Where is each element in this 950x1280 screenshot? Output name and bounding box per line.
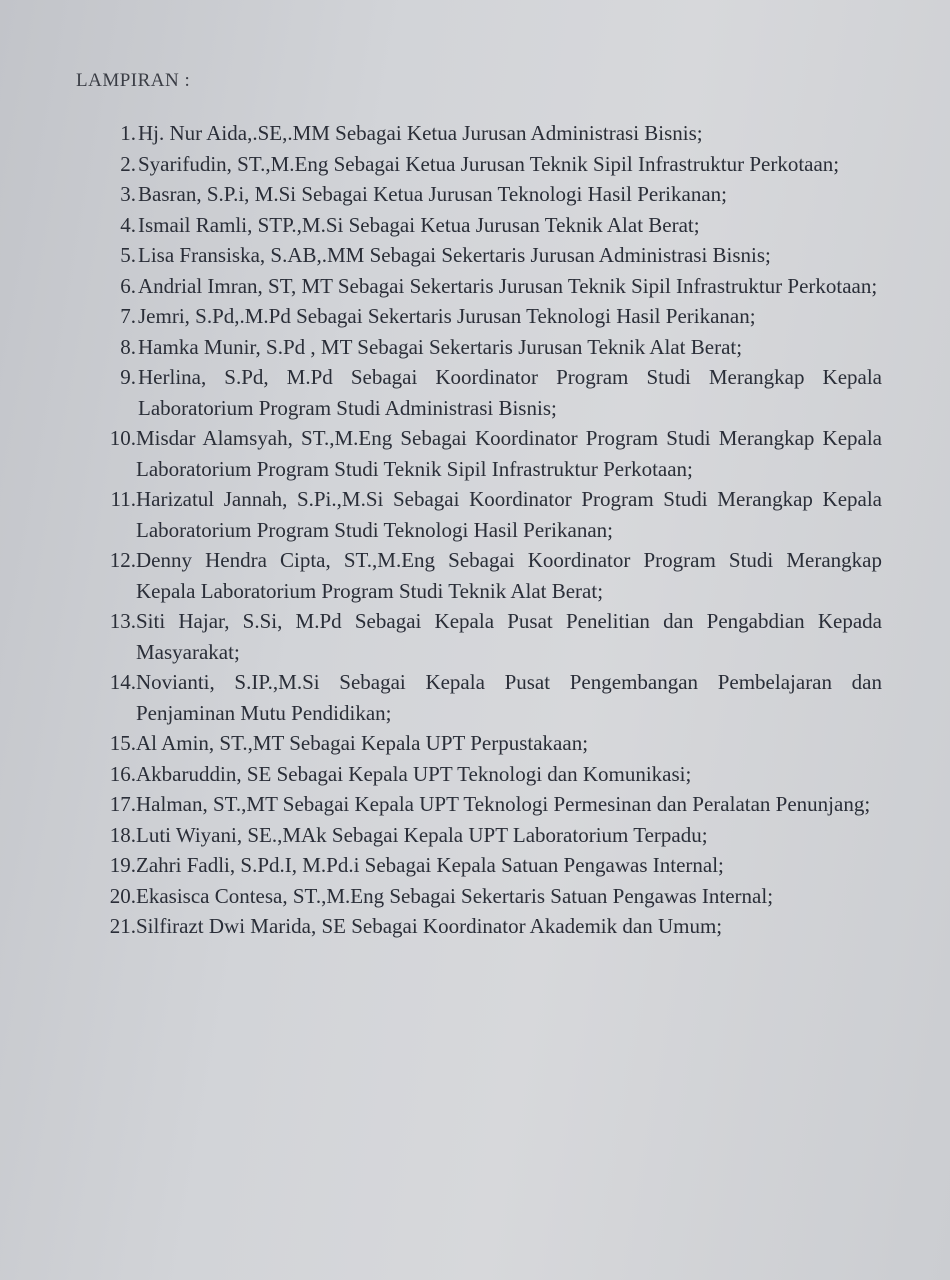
list-item-number: 11. (110, 487, 136, 511)
list-item-text: Basran, S.P.i, M.Si Sebagai Ketua Jurusan Teknologi Hasil Perikanan; (138, 182, 727, 206)
list-item (96, 728, 882, 759)
list-item-number: 21. (109, 914, 136, 938)
list-item (96, 210, 882, 241)
list-item-number: 18. (109, 822, 136, 847)
list-item (96, 301, 882, 332)
list-item-text: Ekasisca Contesa, ST.,M.Eng Sebagai Sekertaris Satuan Pengawas Internal; (136, 883, 774, 908)
list-item (96, 179, 882, 210)
list-item (96, 667, 882, 728)
list-item (96, 881, 882, 912)
list-item-text: Syarifudin, ST.,M.Eng Sebagai Ketua Jurusan Teknik Sipil Infrastruktur Perkotaan; (138, 151, 840, 176)
list-item-number: 2. (120, 151, 136, 176)
list-item-text: Halman, ST.,MT Sebagai Kepala UPT Teknologi Permesinan dan Peralatan Penunjang; (136, 792, 871, 816)
list-item (96, 820, 882, 851)
list-item-number: 12. (109, 548, 136, 572)
list-item (96, 240, 882, 271)
list-item-number: 10. (109, 426, 136, 450)
list-item (96, 332, 882, 363)
list-item-text: Hamka Munir, S.Pd , MT Sebagai Sekertaris Jurusan Teknik Alat Berat; (138, 334, 743, 359)
list-item (96, 423, 882, 484)
list-item-number: 9. (120, 365, 136, 389)
list-item-text: Hj. Nur Aida,.SE,.MM Sebagai Ketua Jurusan Administrasi Bisnis; (138, 121, 703, 145)
list-item (96, 484, 882, 545)
list-item-text: Jemri, S.Pd,.M.Pd Sebagai Sekertaris Jurusan Teknologi Hasil Perikanan; (138, 304, 756, 328)
list-item (96, 606, 882, 667)
list-item-number: 14. (109, 670, 136, 694)
list-item (96, 149, 882, 180)
list-item-number: 8. (120, 334, 136, 359)
list-item-number: 13. (109, 609, 136, 633)
list-item (96, 118, 882, 149)
list-item-number: 4. (120, 212, 136, 237)
list-item-text: Andrial Imran, ST, MT Sebagai Sekertaris Jurusan Teknik Sipil Infrastruktur Perkotaan; (138, 273, 878, 298)
list-item-number: 16. (109, 761, 136, 786)
list-item (96, 789, 882, 820)
list-item-number: 1. (120, 121, 136, 145)
list-item-text: Herlina, S.Pd, M.Pd Sebagai Koordinator Program Studi Merangkap Kepala Laboratorium Program Studi Administrasi Bisnis; (138, 365, 882, 420)
list-item-text: Harizatul Jannah, S.Pi.,M.Si Sebagai Koordinator Program Studi Merangkap Kepala Laboratorium Program Studi Teknologi Hasil Perikanan; (136, 487, 882, 542)
list-item (96, 545, 882, 606)
list-item-number: 3. (120, 182, 136, 206)
list-item-text: Denny Hendra Cipta, ST.,M.Eng Sebagai Koordinator Program Studi Merangkap Kepala Laboratorium Program Studi Teknik Alat Berat; (136, 548, 882, 603)
list-item-text: Zahri Fadli, S.Pd.I, M.Pd.i Sebagai Kepala Satuan Pengawas Internal; (136, 853, 724, 877)
list-item-text: Ismail Ramli, STP.,M.Si Sebagai Ketua Jurusan Teknik Alat Berat; (138, 212, 700, 237)
list-item (96, 271, 882, 302)
appointee-list (96, 118, 882, 942)
list-item-text: Luti Wiyani, SE.,MAk Sebagai Kepala UPT Laboratorium Terpadu; (136, 822, 708, 847)
list-item-number: 6. (120, 273, 136, 298)
list-item-text: Akbaruddin, SE Sebagai Kepala UPT Teknologi dan Komunikasi; (136, 761, 692, 786)
list-item-text: Siti Hajar, S.Si, M.Pd Sebagai Kepala Pusat Penelitian dan Pengabdian Kepada Masyarakat; (136, 609, 882, 664)
list-item-number: 5. (120, 243, 136, 267)
list-item (96, 911, 882, 942)
list-item-text: Novianti, S.IP.,M.Si Sebagai Kepala Pusat Pengembangan Pembelajaran dan Penjaminan Mutu Pendidikan; (136, 670, 882, 725)
list-item (96, 362, 882, 423)
list-item-number: 17. (109, 792, 136, 816)
list-item-number: 7. (120, 304, 136, 328)
list-item-text: Al Amin, ST.,MT Sebagai Kepala UPT Perpustakaan; (136, 731, 589, 755)
list-item (96, 759, 882, 790)
list-item-text: Misdar Alamsyah, ST.,M.Eng Sebagai Koordinator Program Studi Merangkap Kepala Laboratorium Program Studi Teknik Sipil Infrastruktur Perkotaan; (136, 426, 882, 481)
list-item-text: Silfirazt Dwi Marida, SE Sebagai Koordinator Akademik dan Umum; (136, 914, 723, 938)
list-item-number: 19. (109, 853, 136, 877)
list-item-number: 15. (109, 731, 136, 755)
page-heading: LAMPIRAN : (76, 70, 191, 91)
list-item-number: 20. (109, 883, 136, 908)
list-item-text: Lisa Fransiska, S.AB,.MM Sebagai Sekertaris Jurusan Administrasi Bisnis; (138, 243, 771, 267)
list-item (96, 850, 882, 881)
